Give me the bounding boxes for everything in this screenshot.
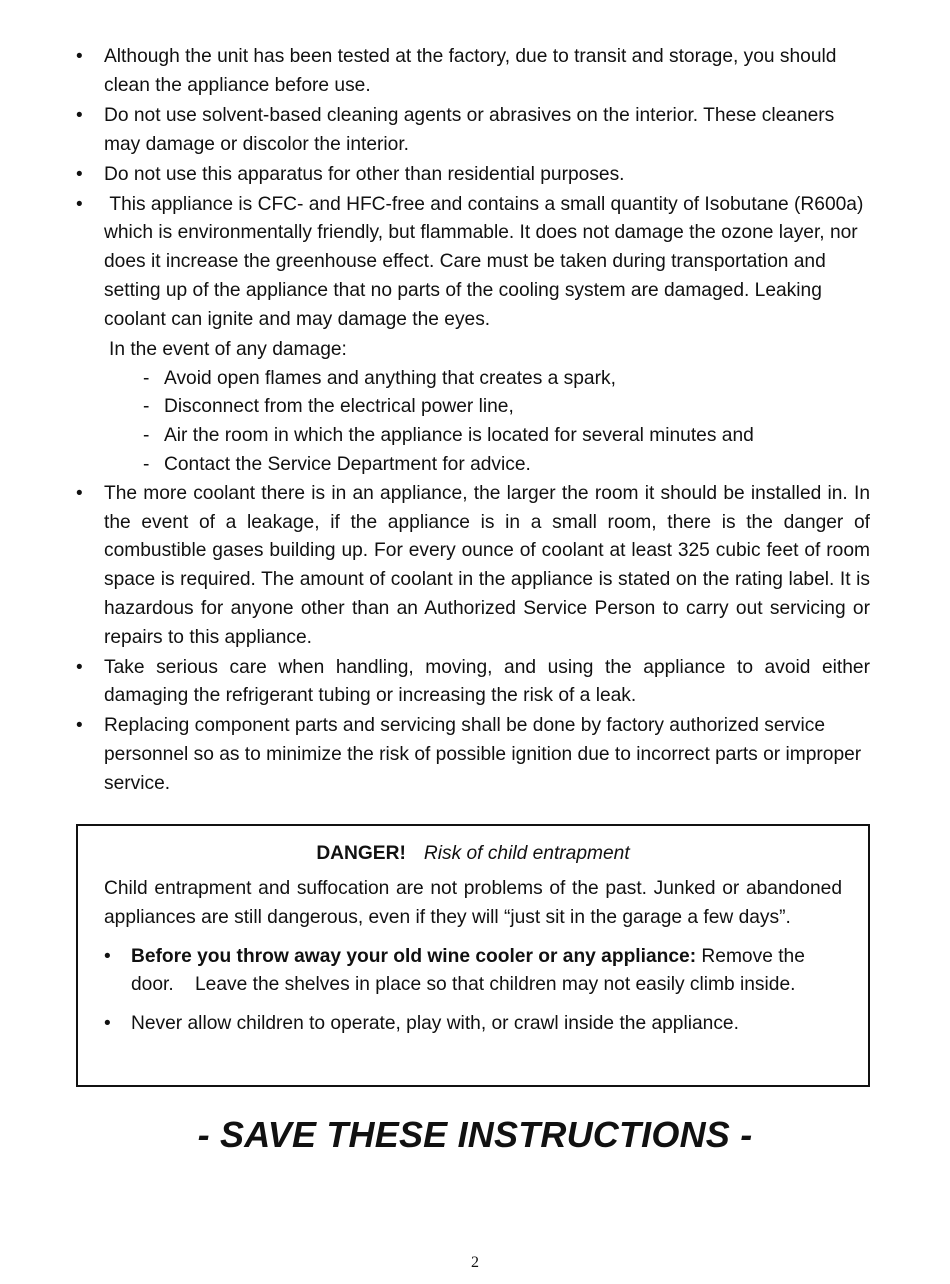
damage-event-block: [76, 336, 870, 480]
damage-steps-list: [109, 365, 870, 480]
danger-bullet-children: • Never allow children to operate, play with, or crawl inside the appliance.: [104, 1010, 842, 1039]
danger-title: [78, 840, 868, 868]
bullet-authorized-service: • Replacing component parts and servicing shall be done by factory authorized service personnel so as to minimize the risk of possible ignition due to incorrect parts or improper service.: [76, 712, 870, 798]
danger-paragraph: Child entrapment and suffocation are not problems of the past. Junked or abandoned appliances are still dangerous, even if they will “just sit in the garage a few days”.: [104, 878, 842, 928]
danger-bullet-text: Remove the door. Leave the shelves in place so that children may not easily climb inside.: [131, 945, 811, 996]
page-number: 2: [471, 1254, 479, 1271]
bullet-handle-with-care: • Take serious care when handling, moving, and using the appliance to avoid either damaging the refrigerant tubing or increasing the risk of a leak.: [76, 654, 870, 712]
bullet-no-solvents: • Do not use solvent-based cleaning agents or abrasives on the interior. These cleaners may damage or discolor the interior.: [76, 102, 870, 160]
bullet-clean-before-use: • Although the unit has been tested at the factory, due to transit and storage, you should clean the appliance before use.: [76, 43, 870, 101]
damage-step: - Contact the Service Department for advice.: [143, 451, 870, 480]
danger-bullet-bold-lead: Before you throw away your old wine cooler or any appliance:: [131, 945, 697, 967]
bullet-residential-only: • Do not use this apparatus for other than residential purposes.: [76, 161, 870, 190]
danger-label: DANGER!: [316, 843, 406, 864]
danger-warning-box: [76, 824, 870, 1087]
damage-event-heading: In the event of any damage:: [109, 338, 347, 360]
save-instructions-heading: - SAVE THESE INSTRUCTIONS -: [197, 1114, 753, 1155]
danger-bullet-list: [104, 943, 842, 1039]
danger-body: [78, 875, 868, 1039]
danger-bullet-throw-away: [104, 943, 842, 1001]
danger-subtitle: Risk of child entrapment: [423, 843, 630, 864]
damage-step: - Air the room in which the appliance is located for several minutes and: [143, 422, 870, 451]
instructions-content: [76, 43, 870, 800]
damage-step: - Avoid open flames and anything that creates a spark,: [143, 365, 870, 394]
bullet-isobutane: • This appliance is CFC- and HFC-free and contains a small quantity of Isobutane (R600a) which is environmentally friendly, but flammable. It does not damage the ozone layer, nor does it increase the greenhouse effect. Care must be taken during transportation and setting up of the appliance that no parts of the cooling system are damaged. Leaking coolant can ignite and may damage the eyes.: [76, 191, 870, 335]
bullet-coolant-room-size: • The more coolant there is in an appliance, the larger the room it should be installed in. In the event of a leakage, if the appliance is in a small room, there is the danger of combustible gases building up. For every ounce of coolant at least 325 cubic feet of room space is required. The amount of coolant in the appliance is stated on the rating label. It is hazardous for anyone other than an Authorized Service Person to carry out servicing or repairs to this appliance.: [76, 480, 870, 653]
safety-bullet-list-continued: [76, 480, 870, 799]
damage-step: - Disconnect from the electrical power line,: [143, 393, 870, 422]
safety-bullet-list: [76, 43, 870, 335]
